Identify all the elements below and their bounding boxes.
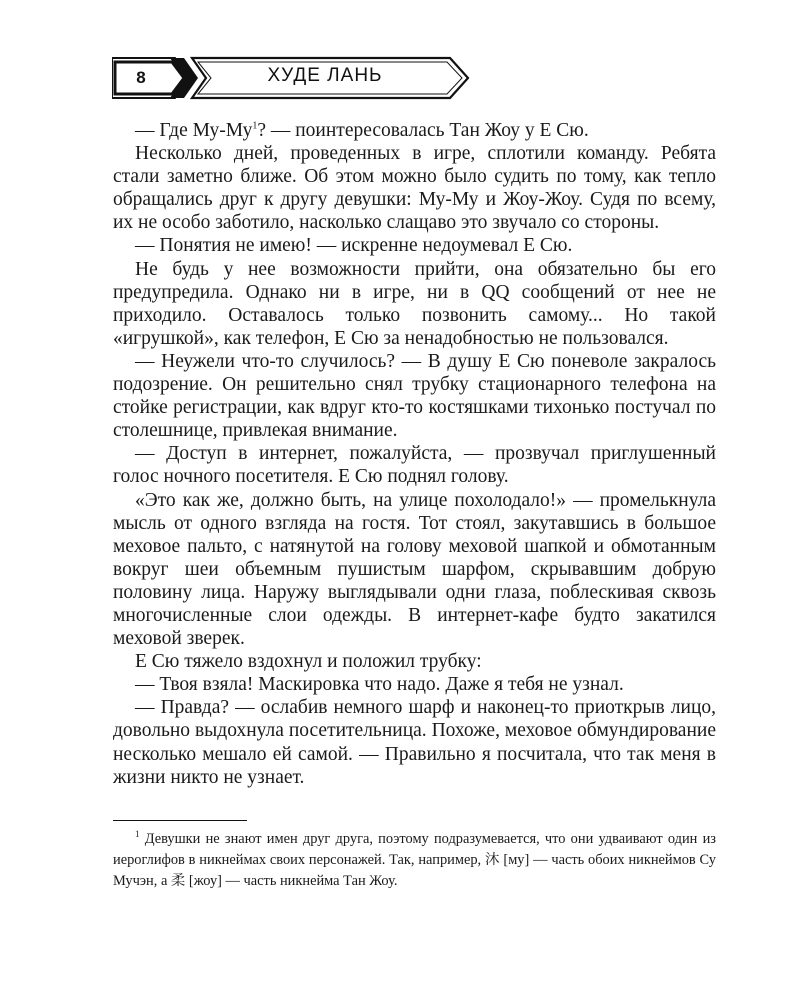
paragraph-text: — Где Му-Му xyxy=(135,120,253,141)
footnote-divider xyxy=(113,820,247,821)
paragraph: Е Сю тяжело вздохнул и положил трубку: xyxy=(135,651,482,673)
running-header xyxy=(112,55,472,101)
paragraph: — Понятия не имею! — искренне недоумевал Е Сю. xyxy=(135,235,573,257)
footnote-text: Девушки не знают имен друг друга, поэтому подразумевается, что они удваивают один из иероглифов в никнеймах своих персонажей. Так, например, 沐 [му] — часть обоих никнеймов Су Мучэн, а 柔 [жоу] — часть никнейма Тан Жоу. xyxy=(113,831,716,889)
footnote-reference: 1 xyxy=(252,120,258,132)
paragraph: Несколько дней, проведенных в игре, сплотили команду. Ребята стали заметно ближе. Об этом можно было судить по тому, как тепло обращались друг к другу девушки: Му-Му и Жоу-Жоу. Судя по всему, их не особо заботило, насколько слащаво это звучало со стороны. xyxy=(113,143,716,234)
page-number: 8 xyxy=(136,68,146,87)
paragraph: — Неужели что-то случилось? — В душу Е Сю поневоле закралось подозрение. Он решительно снял трубку стационарного телефона на стойке регистрации, как вдруг кто-то костяшками тихонько постучал по столешнице, привлекая внимание. xyxy=(113,350,716,442)
paragraph: — Твоя взяла! Маскировка что надо. Даже я тебя не узнал. xyxy=(135,674,624,696)
paragraph: — Доступ в интернет, пожалуйста, — прозвучал приглушенный голос ночного посетителя. Е Сю поднял голову. xyxy=(113,443,716,488)
running-title: ХУДЕ ЛАНЬ xyxy=(267,65,383,86)
footnote-mark: 1 xyxy=(135,829,140,840)
paragraph: — Правда? — ослабив немного шарф и наконец-то приоткрыв лицо, довольно выдохнула посетительница. Похоже, меховое обмундирование несколько мешало ей самой. — Правильно я посчитала, что так меня в жизни никто не узнает. xyxy=(113,697,716,788)
paragraph-text: ? — поинтересовалась Тан Жоу у Е Сю. xyxy=(257,120,589,141)
paragraph xyxy=(113,119,716,142)
paragraph: «Это как же, должно быть, на улице похолодало!» — промелькнула мысль от одного взгляда на гостя. Тот стоял, закутавшись в большое меховое пальто, с натянутой на голову меховой шапкой и обмотанным вокруг шеи объемным пушистым шарфом, скрывавшим добрую половину лица. Наружу выглядывали одни глаза, поблескивая сквозь многочисленные слои одежды. В интернет-кафе будто закатился меховой зверек. xyxy=(113,489,716,650)
footnote xyxy=(113,829,716,892)
paragraph: Не будь у нее возможности прийти, она обязательно бы его предупредила. Однако ни в игре, ни в QQ сообщений от нее не приходило. Оставалось только позвонить самому... Но такой «игрушкой», как телефон, Е Сю за ненадобностью не пользовался. xyxy=(113,258,716,349)
main-text xyxy=(113,119,716,789)
